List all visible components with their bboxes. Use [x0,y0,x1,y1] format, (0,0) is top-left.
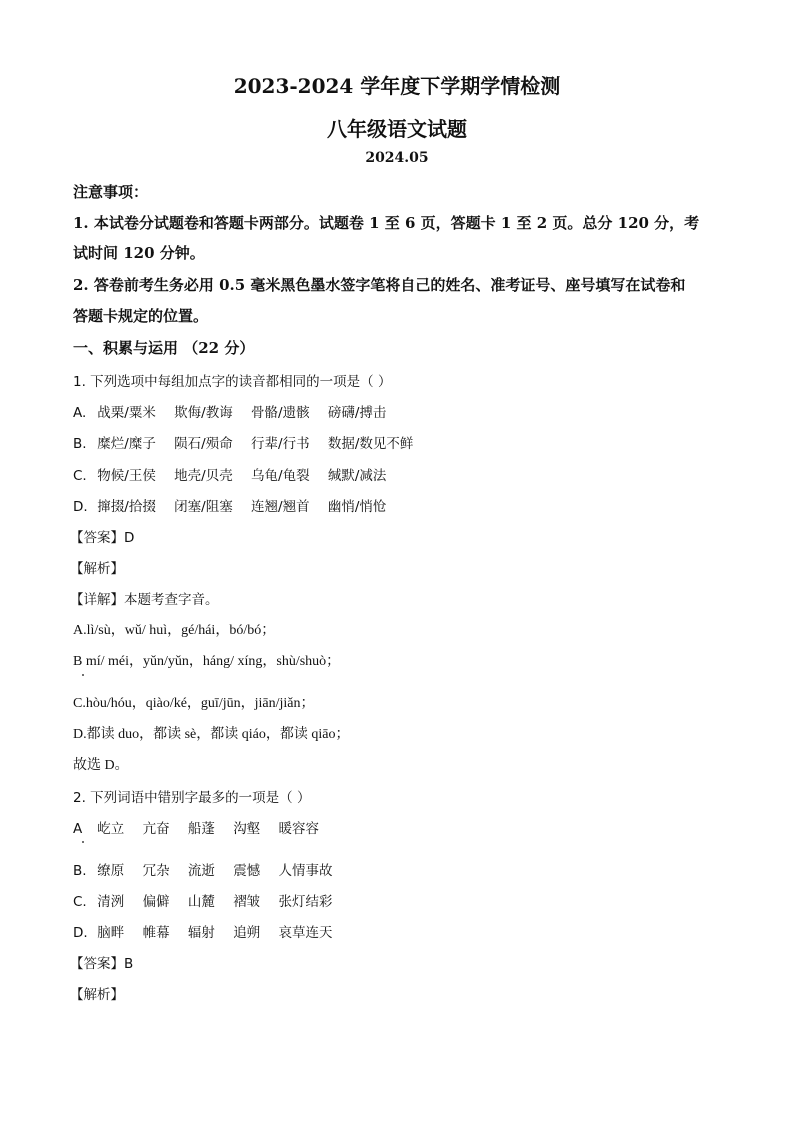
exam-subtitle: 八年级语文试题 [327,117,467,141]
option-word: 人情事故 [278,863,333,879]
option-word: 缄默/减法 [327,468,387,484]
pinyin-line-a: A.lì/sù，wǔ/ huì，gé/hái，bó/bó； [73,623,276,638]
option-word: 物候/王侯 [97,468,156,484]
detail-tag: 【详解】 [70,592,124,608]
question-1-option-d [73,495,400,515]
answer-value: B [124,956,134,972]
question-1-option-c [73,464,400,484]
option-word: 亢奋 [142,821,170,837]
question-1-stem: 1. 下列选项中每组加点字的读音都相同的一项是（ ） [73,374,392,390]
question-1-answer [70,526,134,546]
question-2-stem: 2. 下列词语中错别字最多的一项是（ ） [73,790,311,806]
question-1-conclusion: 故选 D。 [73,758,129,773]
emphasis-dot [82,674,84,676]
pinyin-line-d: D.都读 duo，都读 sè，都读 qiáo，都读 qiāo； [73,727,350,742]
question-2-analysis-tag: 【解析】 [70,987,124,1003]
question-2-option-d [73,921,346,941]
section-heading: 一、积累与运用 （22 分） [73,339,255,357]
option-key: C. [73,468,87,484]
pinyin-line-c: C.hòu/hóu，qiào/ké，guī/jūn，jiān/jiǎn； [73,696,315,711]
emphasis-dot [82,841,84,843]
option-word: 幽悄/悄怆 [327,499,387,515]
option-word: 船蓬 [187,821,215,837]
option-word: 欺侮/教诲 [174,405,233,421]
option-word: 辐射 [187,925,215,941]
question-1-option-a [73,401,400,421]
option-word: 撺掇/拾掇 [97,499,156,515]
question-1-analysis-tag: 【解析】 [70,561,124,577]
detail-text: 本题考查字音。 [124,592,219,608]
option-word: 缭原 [97,863,125,879]
option-word: 糜烂/糜子 [97,436,156,452]
option-word: 流逝 [187,863,215,879]
option-word: 地壳/贝壳 [174,468,233,484]
option-word: 闭塞/阻塞 [174,499,233,515]
option-key: D. [73,499,88,515]
notice-item-2-line-1: 2. 答卷前考生务必用 0.5 毫米黑色墨水签字笔将自己的姓名、准考证号、座号填写在试卷和 [73,276,686,294]
option-word: 张灯结彩 [278,894,333,910]
option-key: B. [73,863,87,879]
option-word: 沟壑 [233,821,261,837]
option-key: A [73,821,83,837]
option-word: 屹立 [97,821,125,837]
option-word: 褶皱 [233,894,261,910]
option-key: D. [73,925,88,941]
option-key: B. [73,436,87,452]
option-word: 清洌 [97,894,125,910]
question-1-detail [70,588,219,608]
question-2-option-b [73,859,346,879]
question-1-option-b [73,432,427,452]
notice-item-1-line-2: 试时间 120 分钟。 [73,244,205,262]
question-2-option-a [73,817,333,837]
answer-tag: 【答案】 [70,530,124,546]
option-word: 数据/数见不鲜 [327,436,414,452]
notice-item-1-line-1: 1. 本试卷分试题卷和答题卡两部分。试题卷 1 至 6 页，答题卡 1 至 2 页。总分 120 分，考 [73,214,700,232]
option-word: 哀草连天 [278,925,333,941]
option-word: 陨石/殒命 [174,436,233,452]
option-word: 追朔 [233,925,261,941]
answer-tag: 【答案】 [70,956,124,972]
option-key: A. [73,405,87,421]
option-word: 暖容容 [278,821,319,837]
option-word: 偏僻 [142,894,170,910]
notice-heading: 注意事项： [73,183,149,201]
answer-value: D [124,530,135,546]
option-word: 行辈/行书 [251,436,310,452]
option-key: C. [73,894,87,910]
option-word: 磅礴/搏击 [327,405,387,421]
option-word: 连翘/翘首 [251,499,310,515]
exam-title: 2023-2024 学年度下学期学情检测 [233,74,561,98]
option-word: 震憾 [233,863,261,879]
option-word: 乌龟/龟裂 [251,468,310,484]
exam-date: 2024.05 [365,150,429,166]
option-word: 骨骼/遗骸 [251,405,310,421]
question-2-answer [70,952,133,972]
pinyin-line-b: B mí/ méi，yǔn/yǔn，háng/ xíng，shù/shuò； [73,654,341,669]
option-word: 战栗/粟米 [97,405,156,421]
option-word: 山麓 [187,894,215,910]
notice-item-2-line-2: 答题卡规定的位置。 [73,307,209,325]
option-word: 冗杂 [142,863,170,879]
option-word: 脑畔 [97,925,125,941]
question-2-option-c [73,890,346,910]
option-word: 帷幕 [142,925,170,941]
